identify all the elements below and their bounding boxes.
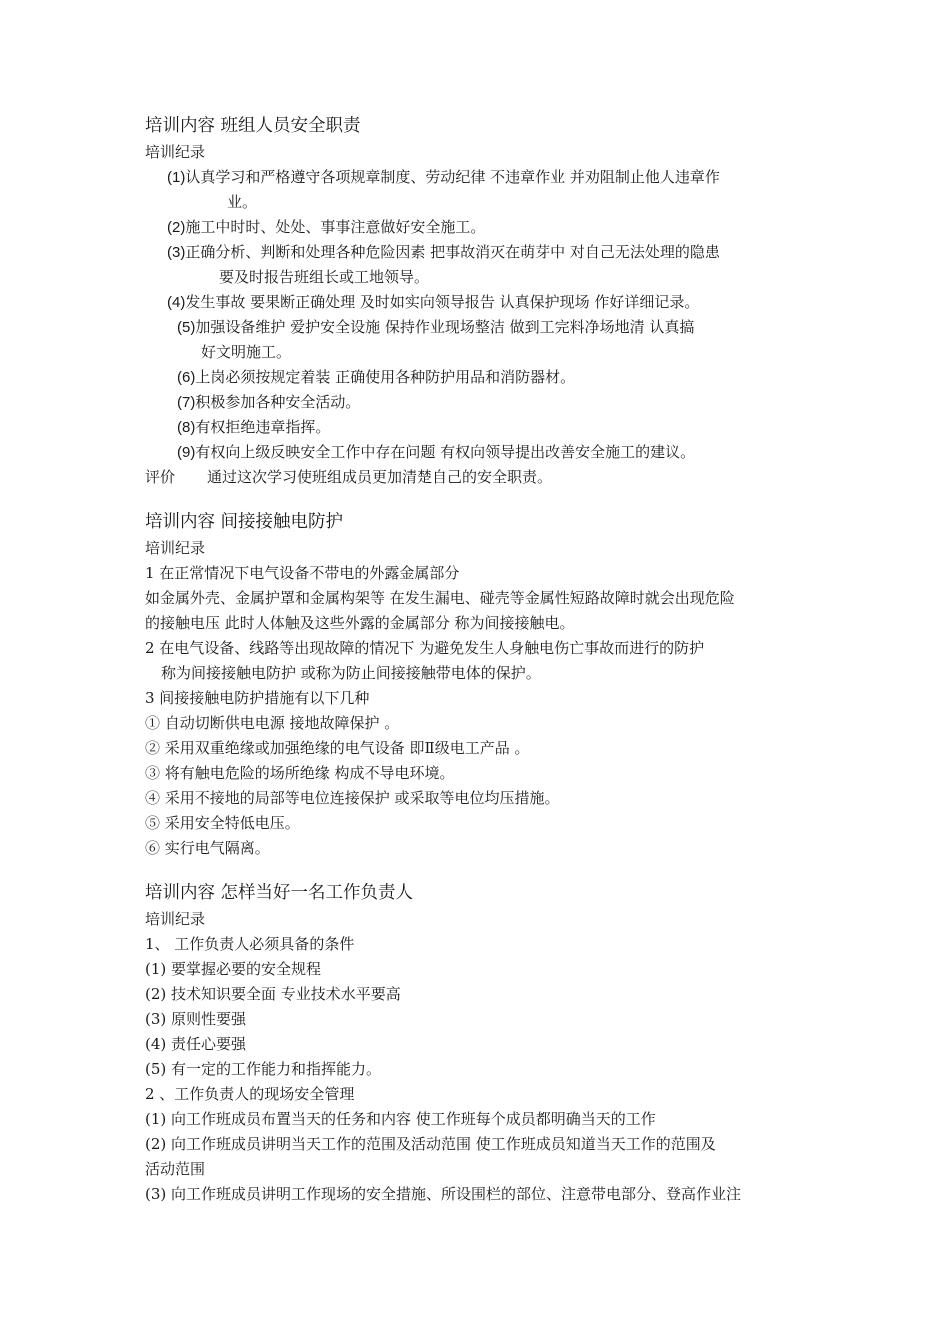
list-item xyxy=(145,440,810,465)
list-item: (3) 向工作班成员讲明工作现场的安全措施、所设围栏的部位、注意带电部分、登高作业注 xyxy=(145,1185,742,1203)
item-text: 上岗必须按规定着装 正确使用各种防护用品和消防器材。 xyxy=(195,368,576,386)
document-page xyxy=(145,112,810,1207)
list-item: (1) 向工作班成员布置当天的任务和内容 使工作班每个成员都明确当天的工作 xyxy=(145,1110,656,1128)
text-line: 1 在正常情况下电气设备不带电的外露金属部分 xyxy=(145,564,460,582)
item-number: (9) xyxy=(177,444,196,461)
list-item xyxy=(145,215,810,240)
list-item: (1) 要掌握必要的安全规程 xyxy=(145,960,322,978)
list-item xyxy=(145,290,810,315)
text-line: 的接触电压 此时人体触及这些外露的金属部分 称为间接接触电。 xyxy=(145,614,575,632)
record-label: 培训纪录 xyxy=(145,539,206,557)
item-continuation: 好文明施工。 xyxy=(201,343,292,361)
list-item xyxy=(145,415,810,440)
text-line: 2 、工作负责人的现场安全管理 xyxy=(145,1085,355,1103)
list-item: ② 采用双重绝缘或加强绝缘的电气设备 即Ⅱ级电工产品 。 xyxy=(145,739,530,757)
item-number: (6) xyxy=(177,369,196,386)
list-item: ④ 采用不接地的局部等电位连接保护 或采取等电位均压措施。 xyxy=(145,789,560,807)
item-number: (2) xyxy=(167,219,186,236)
text-line: 如金属外壳、金属护罩和金属构架等 在发生漏电、碰壳等金属性短路故障时就会出现危险 xyxy=(145,589,735,607)
item-text: 正确分析、判断和处理各种危险因素 把事故消灭在萌芽中 对自己无法处理的隐患 xyxy=(185,243,720,261)
item-text: 认真学习和严格遵守各项规章制度、劳动纪律 不违章作业 并劝阻制止他人违章作 xyxy=(185,168,720,186)
item-number: (8) xyxy=(177,419,196,436)
item-text: 有权向上级反映安全工作中存在问题 有权向领导提出改善安全施工的建议。 xyxy=(195,443,696,461)
eval-label: 评价 xyxy=(145,468,176,486)
item-number: (3) xyxy=(167,244,186,261)
eval-text: 通过这次学习使班组成员更加清楚自己的安全职责。 xyxy=(207,468,553,486)
text-line: 活动范围 xyxy=(145,1160,206,1178)
list-item xyxy=(145,240,810,265)
evaluation xyxy=(145,465,810,490)
item-continuation: 业。 xyxy=(227,193,258,211)
record-label: 培训纪录 xyxy=(145,143,206,161)
item-text: 发生事故 要果断正确处理 及时如实向领导报告 认真保护现场 作好详细记录。 xyxy=(185,293,700,311)
section-title: 培训内容 间接接触电防护 xyxy=(145,512,344,532)
text-line: 2 在电气设备、线路等出现故障的情况下 为避免发生人身触电伤亡事故而进行的防护 xyxy=(145,639,705,657)
item-text: 施工中时时、处处、事事注意做好安全施工。 xyxy=(185,218,486,236)
item-number: (1) xyxy=(167,169,186,186)
text-line: 1、 工作负责人必须具备的条件 xyxy=(145,935,355,953)
list-item: ⑤ 采用安全特低电压。 xyxy=(145,814,300,832)
list-item xyxy=(145,390,810,415)
section-title: 培训内容 班组人员安全职责 xyxy=(145,116,361,136)
list-item: (2) 向工作班成员讲明当天工作的范围及活动范围 使工作班成员知道当天工作的范围及 xyxy=(145,1135,716,1153)
list-item: ③ 将有触电危险的场所绝缘 构成不导电环境。 xyxy=(145,764,455,782)
list-item xyxy=(145,165,810,190)
item-number: (4) xyxy=(167,294,186,311)
list-item: ⑥ 实行电气隔离。 xyxy=(145,839,270,857)
text-line: 称为间接接触电防护 或称为防止间接接触带电体的保护。 xyxy=(161,664,541,682)
list-item: (3) 原则性要强 xyxy=(145,1010,247,1028)
item-text: 积极参加各种安全活动。 xyxy=(195,393,361,411)
list-item: (4) 责任心要强 xyxy=(145,1035,247,1053)
item-continuation: 要及时报告班组长或工地领导。 xyxy=(219,268,430,286)
text-line: 3 间接接触电防护措施有以下几种 xyxy=(145,689,370,707)
item-number: (5) xyxy=(177,319,196,336)
section-title: 培训内容 怎样当好一名工作负责人 xyxy=(145,883,414,903)
item-text: 加强设备维护 爱护安全设施 保持作业现场整洁 做到工完料净场地清 认真搞 xyxy=(195,318,695,336)
list-item: ① 自动切断供电电源 接地故障保护 。 xyxy=(145,714,400,732)
list-item xyxy=(145,315,810,340)
list-item: (2) 技术知识要全面 专业技术水平要高 xyxy=(145,985,401,1003)
item-number: (7) xyxy=(177,394,196,411)
list-item: (5) 有一定的工作能力和指挥能力。 xyxy=(145,1060,382,1078)
record-label: 培训纪录 xyxy=(145,910,206,928)
list-item xyxy=(145,365,810,390)
item-text: 有权拒绝违章指挥。 xyxy=(195,418,331,436)
